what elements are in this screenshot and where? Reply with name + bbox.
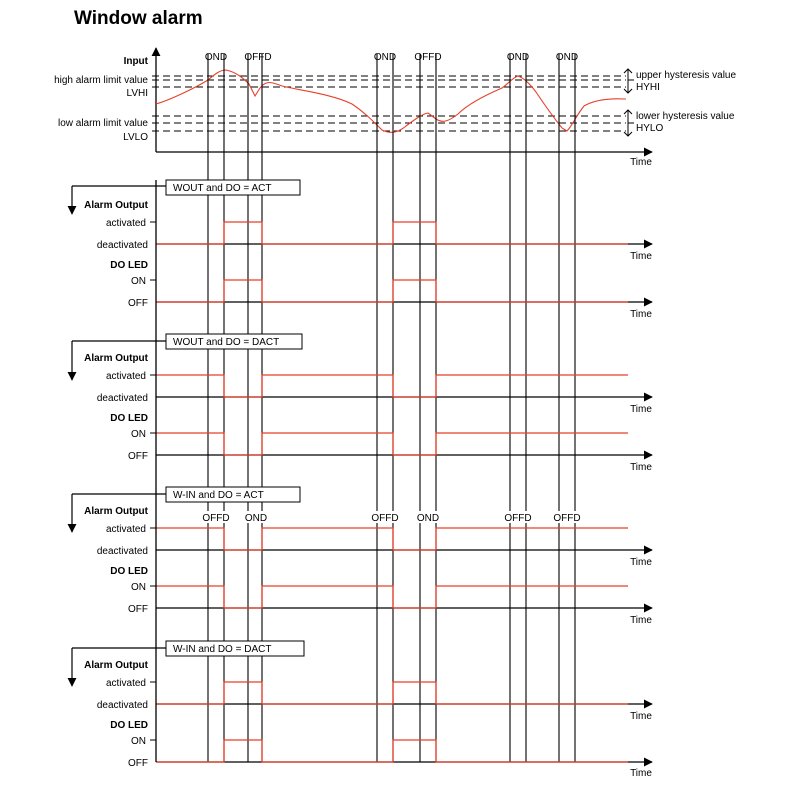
do-led-label: DO LED	[110, 720, 148, 731]
deactivated-label: deactivated	[96, 700, 148, 711]
activated-label: activated	[105, 524, 146, 535]
alarm-output-signal	[156, 375, 628, 397]
do-led-signal	[156, 740, 628, 762]
mode-label: W-IN and DO = ACT	[173, 490, 264, 501]
do-led-label: DO LED	[110, 413, 148, 424]
activated-label: activated	[105, 218, 146, 229]
event-marker: OFFD	[371, 513, 399, 524]
panel-wout-act	[72, 180, 652, 320]
page-title: Window alarm	[74, 8, 203, 29]
event-label: OND	[506, 52, 530, 63]
on-label: ON	[131, 429, 146, 440]
panel-wout-dact	[72, 334, 652, 473]
input-signal-curve	[156, 70, 626, 132]
alarm-output-label: Alarm Output	[84, 506, 148, 517]
time-label: Time	[630, 309, 652, 320]
time-label: Time	[630, 157, 652, 168]
event-marker: OFFD	[553, 513, 581, 524]
time-label: Time	[630, 615, 652, 626]
event-marker: OFFD	[504, 513, 532, 524]
do-led-signal	[156, 586, 628, 608]
high-limit-label: high alarm limit value	[54, 75, 148, 86]
event-marker: OND	[416, 513, 440, 524]
panel-win-dact	[72, 641, 652, 779]
panel-win-act	[72, 487, 652, 626]
input-panel	[54, 48, 736, 168]
activated-label: activated	[105, 678, 146, 689]
alarm-output-label: Alarm Output	[84, 353, 148, 364]
on-label: ON	[131, 276, 146, 287]
alarm-output-label: Alarm Output	[84, 660, 148, 671]
mode-label: W-IN and DO = DACT	[173, 644, 272, 655]
event-marker-labels	[202, 511, 580, 524]
alarm-output-signal	[156, 682, 628, 704]
high-limit-code: LVHI	[126, 88, 148, 99]
low-limit-label: low alarm limit value	[57, 118, 148, 129]
do-led-signal	[156, 433, 628, 455]
event-label: OND	[204, 52, 228, 63]
event-marker: OND	[244, 513, 268, 524]
mode-label: WOUT and DO = ACT	[173, 183, 272, 194]
lower-hyst-label: lower hysteresis value	[636, 111, 735, 122]
alarm-output-signal	[156, 528, 628, 550]
event-label: OND	[373, 52, 397, 63]
time-label: Time	[630, 768, 652, 779]
alarm-output-label: Alarm Output	[84, 200, 148, 211]
deactivated-label: deactivated	[96, 393, 148, 404]
off-label: OFF	[128, 451, 148, 462]
input-label: Input	[123, 56, 148, 67]
on-label: ON	[131, 736, 146, 747]
deactivated-label: deactivated	[96, 546, 148, 557]
upper-hyst-code: HYHI	[636, 82, 660, 93]
alarm-output-signal	[156, 222, 628, 244]
do-led-signal	[156, 280, 628, 302]
event-label: OND	[555, 52, 579, 63]
time-label: Time	[630, 251, 652, 262]
lower-hyst-code: HYLO	[636, 123, 664, 134]
upper-hyst-label: upper hysteresis value	[636, 70, 737, 81]
do-led-label: DO LED	[110, 566, 148, 577]
off-label: OFF	[128, 758, 148, 769]
activated-label: activated	[105, 371, 146, 382]
low-limit-code: LVLO	[123, 132, 148, 143]
deactivated-label: deactivated	[96, 240, 148, 251]
event-label: OFFD	[244, 52, 272, 63]
mode-label: WOUT and DO = DACT	[173, 337, 280, 348]
off-label: OFF	[128, 604, 148, 615]
hysteresis-bracket-upper	[624, 69, 634, 93]
time-label: Time	[630, 404, 652, 415]
event-label: OFFD	[414, 52, 442, 63]
event-marker: OFFD	[202, 513, 230, 524]
on-label: ON	[131, 582, 146, 593]
time-label: Time	[630, 557, 652, 568]
time-label: Time	[630, 462, 652, 473]
do-led-label: DO LED	[110, 260, 148, 271]
time-label: Time	[630, 711, 652, 722]
off-label: OFF	[128, 298, 148, 309]
